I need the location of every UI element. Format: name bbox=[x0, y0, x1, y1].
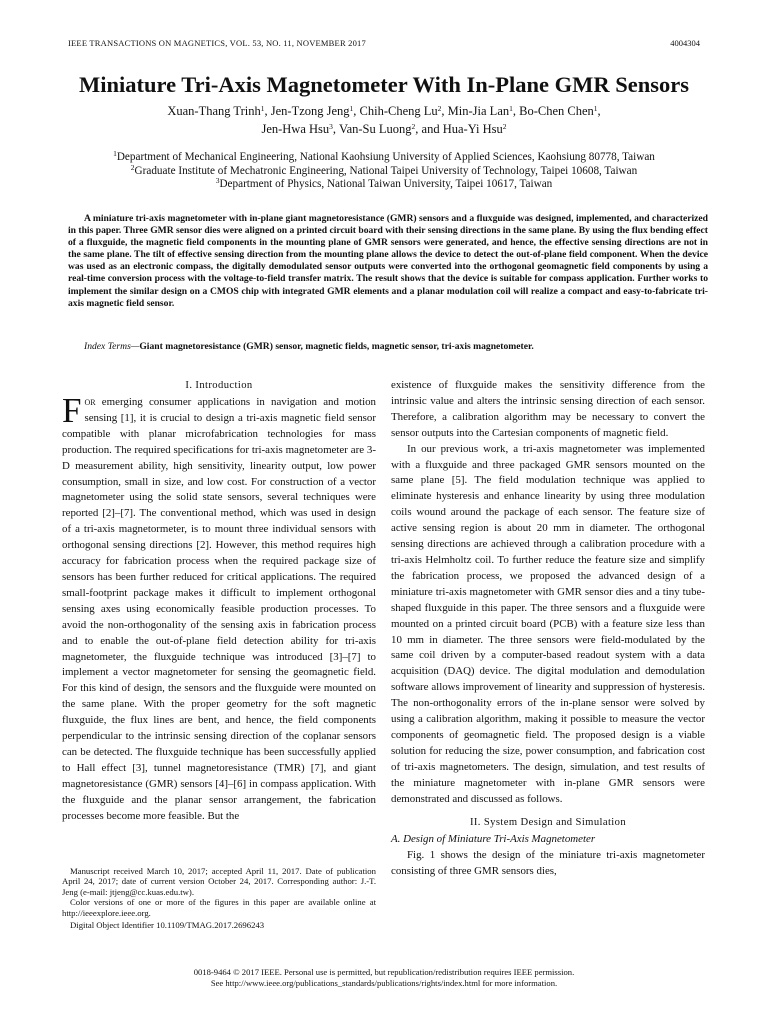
first-page-footnote bbox=[62, 866, 376, 930]
affiliation: $^3$Department of Physics, National Taiwan University, Taipei 10617, Taiwan bbox=[215, 176, 553, 190]
section-heading-system-design: II. System Design and Simulation bbox=[469, 817, 627, 829]
running-header-article-number: 4004304 bbox=[670, 38, 700, 48]
copyright-notice: 0018-9464 © 2017 IEEE. Personal use is permitted, but republication/redistribution requires IEEE permission. See http://www.ieee.org/publications_standards/publications/rights/index.html for more information. bbox=[193, 967, 575, 988]
paper-title: Miniature Tri-Axis Magnetometer With In-Plane GMR Sensors bbox=[79, 72, 689, 97]
doi-note: Digital Object Identifier 10.1109/TMAG.2017.2696243 bbox=[70, 920, 265, 931]
author: Hua-Yi Hsu$^2$ bbox=[442, 122, 507, 136]
affiliation-list bbox=[40, 151, 728, 192]
author: Van-Su Luong$^2$, and bbox=[338, 122, 443, 136]
manuscript-note: Manuscript received March 10, 2017; accepted April 11, 2017. Date of publication April 24, 2017; date of current version October 24, 2017. Corresponding author: J.-T. Jeng (e-mail: jtjeng@cc.kuas.edu.tw). bbox=[62, 866, 376, 897]
index-terms-label: Index Terms— bbox=[84, 341, 140, 352]
affiliation: $^2$Graduate Institute of Mechatronic Engineering, National Taipei University of Technology, Taipei 10608, Taiwan bbox=[130, 162, 638, 177]
drop-cap: F bbox=[62, 391, 82, 430]
author-list bbox=[40, 102, 728, 138]
left-column bbox=[62, 378, 376, 824]
author: Bo-Chen Chen$^1$, bbox=[519, 104, 601, 118]
color-figures-note: Color versions of one or more of the figures in this paper are available online at http://ieeexplore.ieee.org. bbox=[62, 897, 376, 918]
index-terms-text: Giant magnetoresistance (GMR) sensor, magnetic fields, magnetic sensor, tri-axis magnetometer. bbox=[139, 341, 534, 352]
affiliation: $^1$Department of Mechanical Engineering, National Kaohsiung University of Applied Sciences, Kaohsiung 80778, Taiwan bbox=[113, 149, 655, 163]
author: Xuan-Thang Trinh$^1$, bbox=[167, 104, 271, 118]
lead-word: or bbox=[84, 396, 96, 408]
intro-paragraph-2: In our previous work, a tri-axis magnetometer was implemented with a fluxguide and three packaged GMR sensors mounted on the same plane [5]. The field modulation technique was applied to eliminate hysteresis and enhance linearity by using three modulation coils wound around the package of each sensor. The feature size of active sensing region is about 20 mm in diameter. The orthogonal sensing directions are achieved through a calibration procedure with a tri-axis Helmholtz coil. To further reduce the feature size and simplify the fabrication process, we proposed the advanced design of a miniature tri-axis magnetometer with GMR sensor dies and a tiny tube-shaped fluxguide in this paper. The three sensors and a fluxguide were mounted on a printed circuit board (PCB) with a feature size less than 10 mm in diameter. The three sensors were field-modulated by the same coil driven by a computer-based readout system with a data acquisition (DAQ) device. The digital modulation and demodulation software allows improvement of linearity and suppression of hysteresis. The non-orthogonality errors of the in-plane sensor were solved by using a calibration algorithm, making it possible to measure the vector components of geomagnetic field. The proposed design is a viable solution for reducing the size, power consumption, and fabrication cost of tri-axis magnetometers. The design, simulation, and test results of the miniature magnetometer with in-plane GMR sensors were demonstrated and discussed as follows. bbox=[391, 442, 705, 805]
abstract: A miniature tri-axis magnetometer with in-plane giant magnetoresistance (GMR) sensors and a fluxguide was designed, implemented, and characterized in this paper. Three GMR sensor dies were aligned on a printed circuit board with their sensing directions in the same plane. By using the flux bending effect of a fluxguide, the magnetic field components in the mounting plane of GMR sensors were generated, and hence, the effective sensing directions are not in the same plane. The tilt of effective sensing direction from the mounting plane allows the device to detect the out-of-plane field component. When the device was used as an electronic compass, the digitally demodulated sensor outputs were converted into the orthogonal geomagnetic field components by using a real-time conversion process with the voltage-to-field transfer matrix. The result shows that the device is suitable for compass application. Further works to implement the similar design on a CMOS chip with integrated GMR elements and a planar modulation coil will realize a compact and easy-to-fabricate tri-axis magnetic field sensor. bbox=[68, 213, 708, 309]
intro-paragraph-1: For emerging consumer applications in navigation and motion sensing [1], it is crucial to design a tri-axis magnetic field sensor compatible with planar microfabrication technologies for mass production. The required specifications for tri-axis magnetometer are 3-D measurement ability, high sensitivity, linearity output, low power consumption, small in size, and low cost. For construction of a vector magnetometer using the solid state sensors, several techniques were reported [2]–[7]. The conventional method, which was used in design of a tri-axis magnetormeter, is to mount three individual sensors with orthogonal sensing directions [2]. However, this method requires high accuracy for fabrication process when the required package size of sensors has been further reduced for critical applications. The required small-footprint package makes it difficult to implement orthogonal sensing axes using economically feasible production processes. To avoid the non-orthogonality of the sensing axis in fabrication process and to enable the out-of-plane field detection ability for tri-axis magnetometer, the fluxguide technique was introduced [3]–[7] to implement a vector magnetometer for sensing the geomagnetic field. For this kind of design, the sensors and the fluxguide were mounted on the same plane. With the proper geometry for the soft magnetic fluxguide, the flux lines are bent, and hence, the field components perpendicular to the intrinsic sensing direction of the coplanar sensors can be detected. The fluxguide technique has been successfully applied to Hall effect [3], tunnel magnetoresistance (TMR) [7], and giant magnetoresistance (GMR) sensors [4]–[6] in compass application. With the fluxguide and the planar sensor arrangement, the fabrication processes become more feasible. But the bbox=[62, 391, 376, 822]
author: Chih-Cheng Lu$^2$, bbox=[359, 104, 448, 118]
author: Jen-Tzong Jeng$^1$, bbox=[270, 104, 360, 118]
right-column bbox=[391, 378, 705, 880]
section2-paragraph-1: Fig. 1 shows the design of the miniature tri-axis magnetometer consisting of three GMR sensors dies, bbox=[391, 849, 705, 878]
author: Min-Jia Lan$^1$, bbox=[447, 104, 520, 118]
author: Jen-Hwa Hsu$^3$, bbox=[261, 122, 339, 136]
section-heading-introduction: I. Introduction bbox=[185, 380, 253, 391]
index-terms bbox=[68, 341, 708, 353]
running-header-journal: IEEE TRANSACTIONS ON MAGNETICS, VOL. 53, NO. 11, NOVEMBER 2017 bbox=[68, 38, 366, 48]
subsection-heading: A. Design of Miniature Tri-Axis Magnetometer bbox=[391, 833, 596, 846]
intro-paragraph-1-continued: existence of fluxguide makes the sensitivity difference from the intrinsic value and alters the intrinsic sensing direction of each sensor. Therefore, a calibration algorithm may be necessary to convert the sensor outputs into the Cartesian components of magnetic field. bbox=[391, 379, 705, 439]
